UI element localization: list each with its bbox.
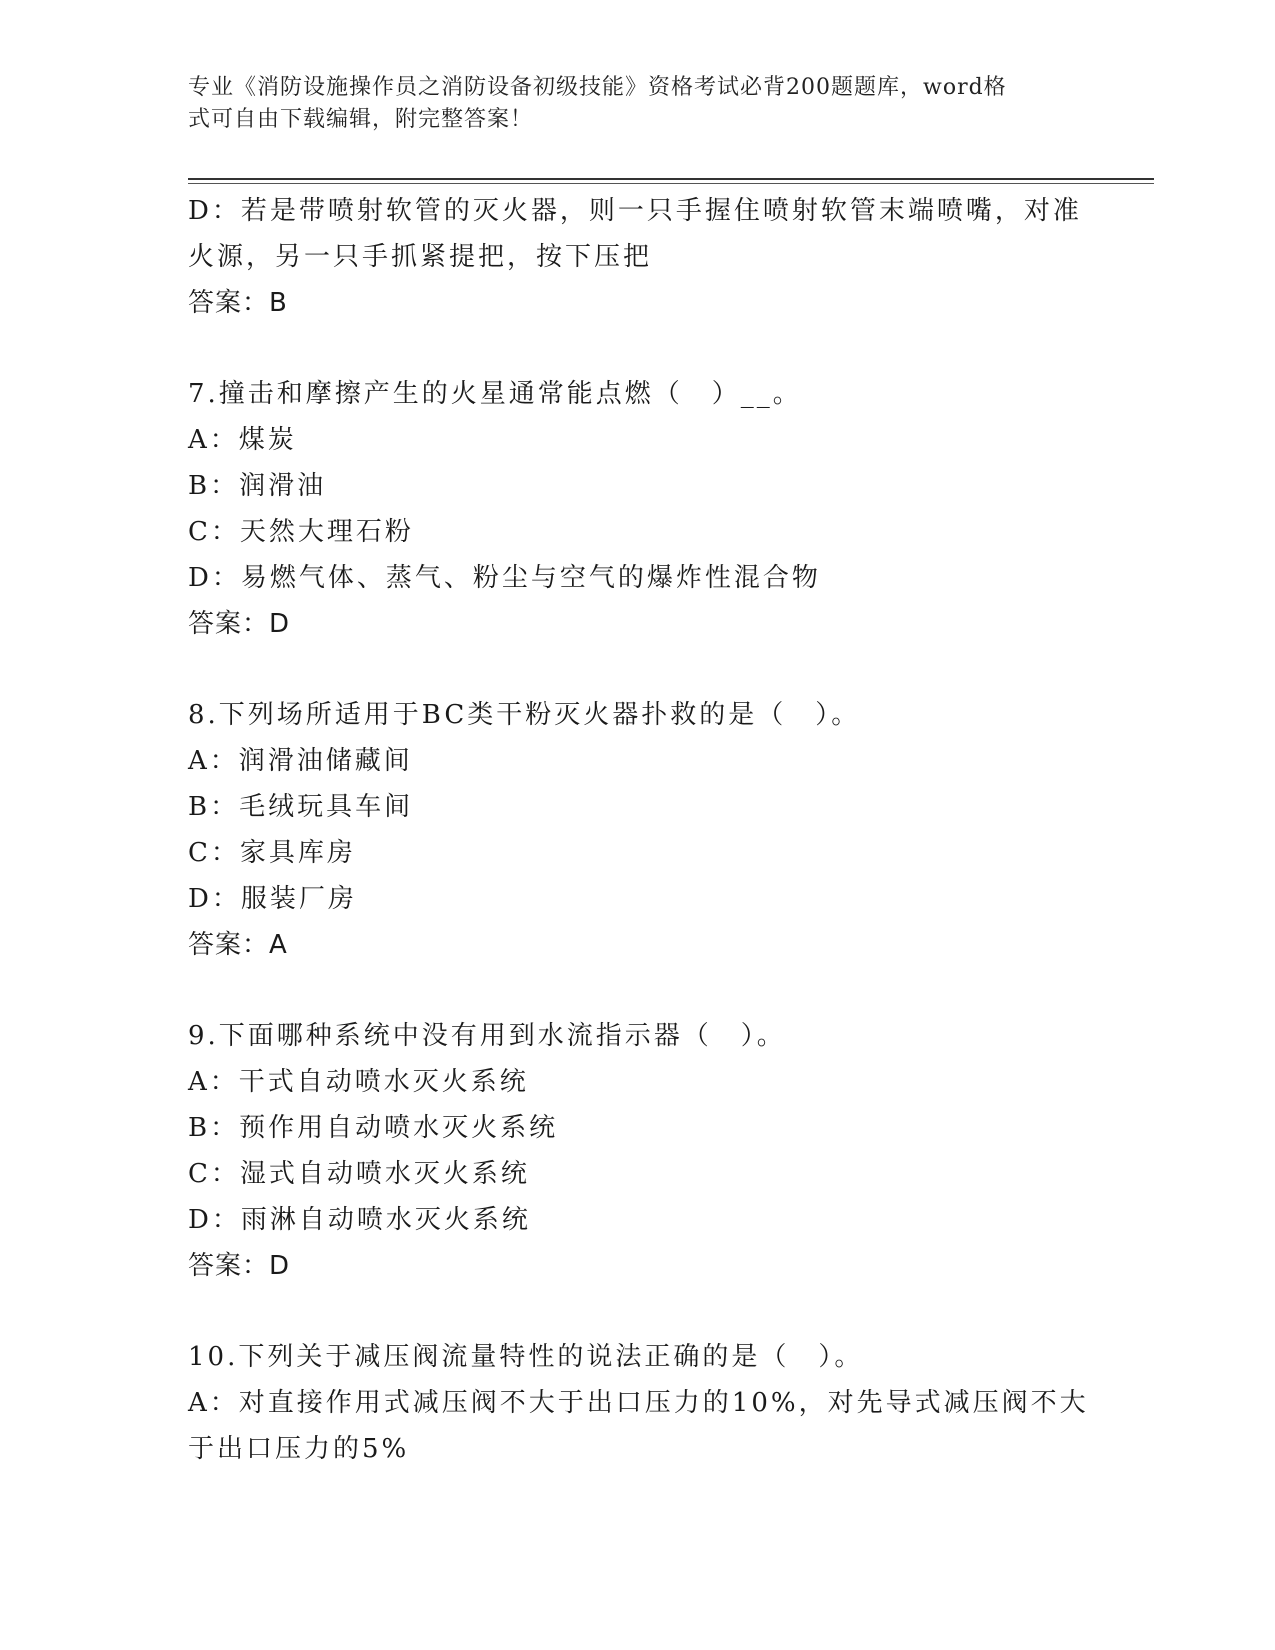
option-d: D：雨淋自动喷水灭火系统 bbox=[188, 1205, 531, 1235]
option-c: C：湿式自动喷水灭火系统 bbox=[188, 1159, 530, 1189]
option-a: A：干式自动喷水灭火系统 bbox=[188, 1067, 529, 1097]
option-d: D：易燃气体、蒸气、粉尘与空气的爆炸性混合物 bbox=[188, 563, 821, 593]
answer-8: 答案：A bbox=[188, 930, 288, 960]
answer-6: 答案：B bbox=[188, 288, 288, 318]
question-stem: 7.撞击和摩擦产生的火星通常能点燃（ ）__。 bbox=[188, 379, 802, 409]
option-b: B：毛绒玩具车间 bbox=[188, 792, 414, 822]
header-line-2: 式可自由下载编辑，附完整答案！ bbox=[188, 107, 534, 132]
option-c: C：家具库房 bbox=[188, 838, 356, 868]
option-b: B：润滑油 bbox=[188, 471, 327, 501]
option-d: D：服装厂房 bbox=[188, 884, 357, 914]
question-stem: 9.下面哪种系统中没有用到水流指示器（ ）。 bbox=[188, 1021, 786, 1051]
option-a-line-2: 于出口压力的5% bbox=[188, 1434, 410, 1464]
question-7 bbox=[188, 371, 1088, 647]
option-d-line-1: D：若是带喷射软管的灭火器，则一只手握住喷射软管末端喷嘴，对准 bbox=[188, 196, 1082, 226]
page-header bbox=[188, 72, 1068, 136]
question-stem: 8.下列场所适用于BC类干粉灭火器扑救的是（ ）。 bbox=[188, 700, 861, 730]
question-stem: 10.下列关于减压阀流量特性的说法正确的是（ ）。 bbox=[188, 1342, 864, 1372]
question-10 bbox=[188, 1334, 1088, 1472]
question-6-tail bbox=[188, 188, 1088, 326]
answer-7: 答案：D bbox=[188, 609, 291, 639]
option-c: C：天然大理石粉 bbox=[188, 517, 414, 547]
option-d-line-2: 火源，另一只手抓紧提把，按下压把 bbox=[188, 242, 653, 272]
header-divider-thin bbox=[188, 183, 1154, 184]
option-a-line-1: A：对直接作用式减压阀不大于出口压力的10%，对先导式减压阀不大 bbox=[188, 1388, 1089, 1418]
header-divider-thick bbox=[188, 178, 1154, 180]
header-line-1: 专业《消防设施操作员之消防设备初级技能》资格考试必背200题题库，word格 bbox=[188, 75, 1007, 100]
question-9 bbox=[188, 1013, 1088, 1289]
question-list bbox=[188, 188, 1088, 1472]
option-a: A：煤炭 bbox=[188, 425, 297, 455]
option-a: A：润滑油储藏间 bbox=[188, 746, 413, 776]
option-b: B：预作用自动喷水灭火系统 bbox=[188, 1113, 559, 1143]
answer-9: 答案：D bbox=[188, 1251, 291, 1281]
question-8 bbox=[188, 692, 1088, 968]
